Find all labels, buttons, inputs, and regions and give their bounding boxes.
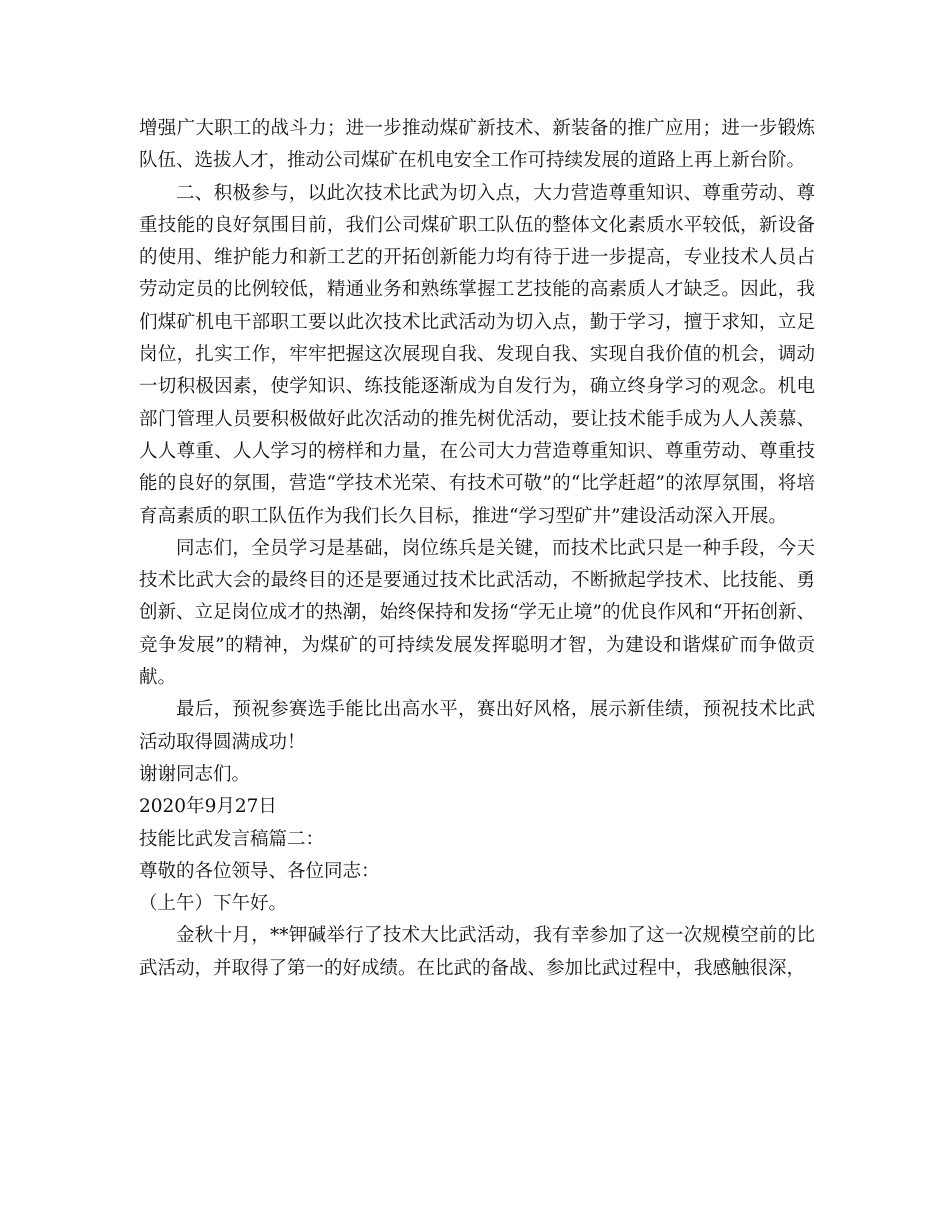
- paragraph-greeting: （上午）下午好。: [139, 893, 288, 915]
- paragraph-golden-autumn: 金秋十月，**钾碱举行了技术大比武活动，我有幸参加了这一次规模空前的比武活动，并取得了第一的好成绩。在比武的备战、参加比武过程中，我感触很深，: [139, 925, 815, 979]
- paragraph-thanks: 谢谢同志们。: [139, 763, 251, 785]
- paragraph-closing-wishes: 最后，预祝参赛选手能比出高水平，赛出好风格，展示新佳绩，预祝技术比武活动取得圆满成功！: [139, 699, 815, 753]
- paragraph-continuation: 增强广大职工的战斗力；进一步推动煤矿新技术、新装备的推广应用；进一步锻炼队伍、选拔人才，推动公司煤矿在机电安全工作可持续发展的道路上再上新台阶。: [139, 118, 815, 172]
- paragraph-salutation: 尊敬的各位领导、各位同志：: [139, 860, 380, 882]
- paragraph-article-two-title: 技能比武发言稿篇二：: [139, 828, 325, 850]
- paragraph-section-two: 二、积极参与，以此次技术比武为切入点，大力营造尊重知识、尊重劳动、尊重技能的良好氛围目前，我们公司煤矿职工队伍的整体文化素质水平较低，新设备的使用、维护能力和新工艺的开拓创新能力均有待于进一步提高，专业技术人员占劳动定员的比例较低，精通业务和熟练掌握工艺技能的高素质人才缺乏。因此，我们煤矿机电干部职工要以此次技术比武活动为切入点，勤于学习，擅于求知，立足岗位，扎实工作，牢牢把握这次展现自我、发现自我、实现自我价值的机会，调动一切积极因素，使学知识、练技能逐渐成为自发行为，确立终身学习的观念。机电部门管理人员要积极做好此次活动的推先树优活动，要让技术能手成为人人羡慕、人人尊重、人人学习的榜样和力量，在公司大力营造尊重知识、尊重劳动、尊重技能的良好的氛围，营造“学技术光荣、有技术可敬”的“比学赶超”的浓厚氛围，将培育高素质的职工队伍作为我们长久目标，推进“学习型矿井”建设活动深入开展。: [139, 182, 815, 527]
- document-body: [139, 113, 815, 985]
- paragraph-date: 2020年9月27日: [139, 796, 277, 818]
- paragraph-comrades: 同志们，全员学习是基础，岗位练兵是关键，而技术比武只是一种手段，今天技术比武大会的最终目的还是要通过技术比武活动，不断掀起学技术、比技能、勇创新、立足岗位成才的热潮，始终保持和发扬“学无止境”的优良作风和“开拓创新、竞争发展”的精神，为煤矿的可持续发展发挥聪明才智，为建设和谐煤矿而争做贡献。: [139, 537, 815, 689]
